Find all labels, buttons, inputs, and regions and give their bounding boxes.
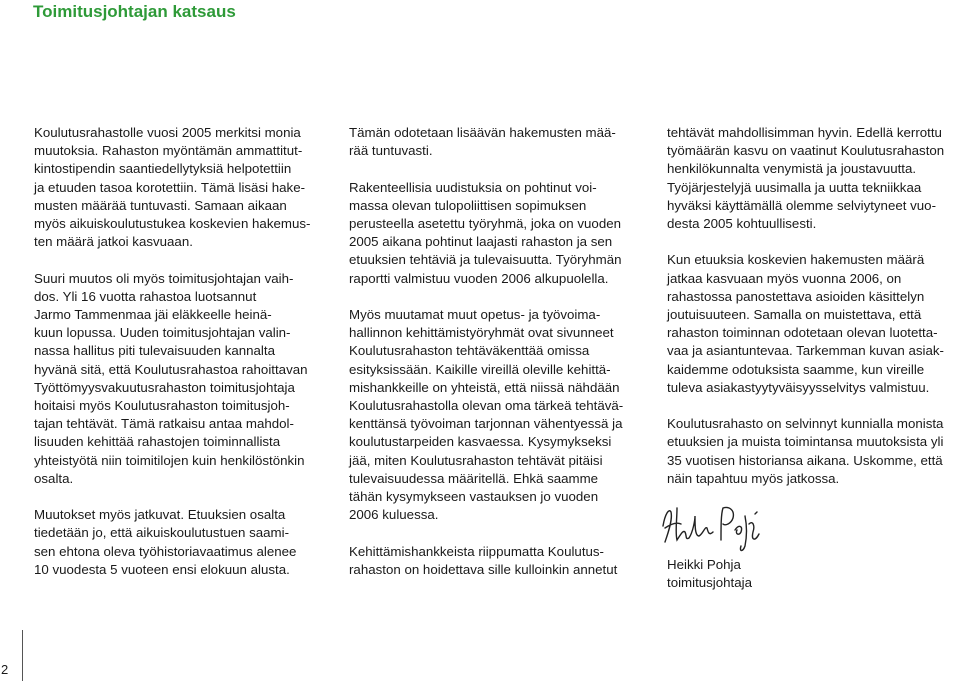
paragraph: Tämän odotetaan lisäävän hakemusten mää- rää tuntuvasti. xyxy=(349,125,616,159)
paragraph: Kehittämishankkeista riippumatta Koulutus- rahaston on hoidettava sille kulloinkin annetut xyxy=(349,543,618,577)
page-title: Toimitusjohtajan katsaus xyxy=(33,2,236,21)
paragraph: Kun etuuksia koskevien hakemusten määrä jatkaa kasvuaan myös vuonna 2006, on rahastossa panostettava asioiden käsittelyn joutuisuuteen. Samalla on muistettava, että rahaston toiminnan odotetaan olevan luotetta- vaa ja asiantuntevaa. Tarkemman kuvan asiak- kaidemme odotuksista saamme, kun vireille tuleva asiakastyytyväisyysselvitys valmistuu. xyxy=(667,252,944,395)
paragraph: Koulutusrahastolle vuosi 2005 merkitsi monia muutoksia. Rahaston myöntämän ammattitut- kintostipendin saantiedellytyksiä helpotettiin ja etuuden tasoa korotettiin. Tämä lisäsi hake- musten määrää tuntuvasti. Samaan aikaan myös aikuiskoulutustukea koskevien hakemus- ten määrä jatkoi kasvuaan. xyxy=(34,125,311,250)
paragraph: Muutokset myös jatkuvat. Etuuksien osalta tiedetään jo, että aikuiskoulutustuen saami- sen ehtona oleva työhistoriavaatimus alenee 10 vuodesta 5 vuoteen ensi elokuun alusta. xyxy=(34,507,297,577)
paragraph: Suuri muutos oli myös toimitusjohtajan vaih- dos. Yli 16 vuotta rahastoa luotsannut Jarmo Tammenmaa jäi eläkkeelle heinä- kuun lopussa. Uuden toimitusjohtajan valin- nassa hallitus piti tulevaisuuden kannalta hyvänä sitä, että Koulutusrahastoa rahoittavan Työttömyysvakuutusrahaston toimitusjohtaja hoitaisi myös Koulutusrahaston toimitusjoh- tajan tehtävät. Tämä ratkaisu antaa mahdol- lisuuden kehittää rahastojen toiminnallista yhteistyötä niin toimitilojen kuin henkilöstönkin osalta. xyxy=(34,270,308,486)
text-column-middle xyxy=(349,124,649,597)
text-column-right xyxy=(667,124,959,611)
paragraph: Myös muutamat muut opetus- ja työvoima- hallinnon kehittämistyöryhmät ovat sivunneet Koulutusrahaston tehtäväkenttää omissa esityksissään. Kaikille vireillä oleville kehittä- mishankkeille on yhteistä, että niissä nähdään Koulutusrahastolla olevan oma tärkeä tehtävä- kenttänsä työvoiman tarjonnan vähentyessä ja koulutustarpeiden kasvaessa. Kysymykseksi jää, miten Koulutusrahaston tehtävät pitäisi tulevaisuudessa määritellä. Ehkä saamme tähän kysymykseen vastauksen jo vuoden 2006 kuluessa. xyxy=(349,307,624,523)
signatory-name-title: Heikki Pohja toimitusjohtaja xyxy=(667,557,752,591)
page-number-rule xyxy=(22,630,23,681)
handwritten-signature xyxy=(655,496,775,556)
text-column-left xyxy=(34,124,334,597)
paragraph: Rakenteellisia uudistuksia on pohtinut voi- massa olevan tulopoliittisen sopimuksen perusteella asetettu työryhmä, joka on vuoden 2005 aikana pohtinut laajasti rahaston ja sen etuuksien tehtäviä ja tulevaisuutta. Työryhmän raportti valmistuu vuoden 2006 alkupuolella. xyxy=(349,179,622,286)
paragraph: tehtävät mahdollisimman hyvin. Edellä kerrottu työmäärän kasvu on vaatinut Koulutusrahaston henkilökunnalta venymistä ja joustavuutta. Työjärjestelyjä uusimalla ja uutta tekniikkaa hyväksi käyttämällä olemme selviytyneet vuo- desta 2005 kohtuullisesti. xyxy=(667,125,945,232)
paragraph: Koulutusrahasto on selvinnyt kunnialla monista etuuksien ja muista toimintansa muutoksista yli 35 vuotisen historiansa aikana. Uskomme, että näin tapahtuu myös jatkossa. xyxy=(667,416,944,486)
page-number: 2 xyxy=(1,662,9,677)
